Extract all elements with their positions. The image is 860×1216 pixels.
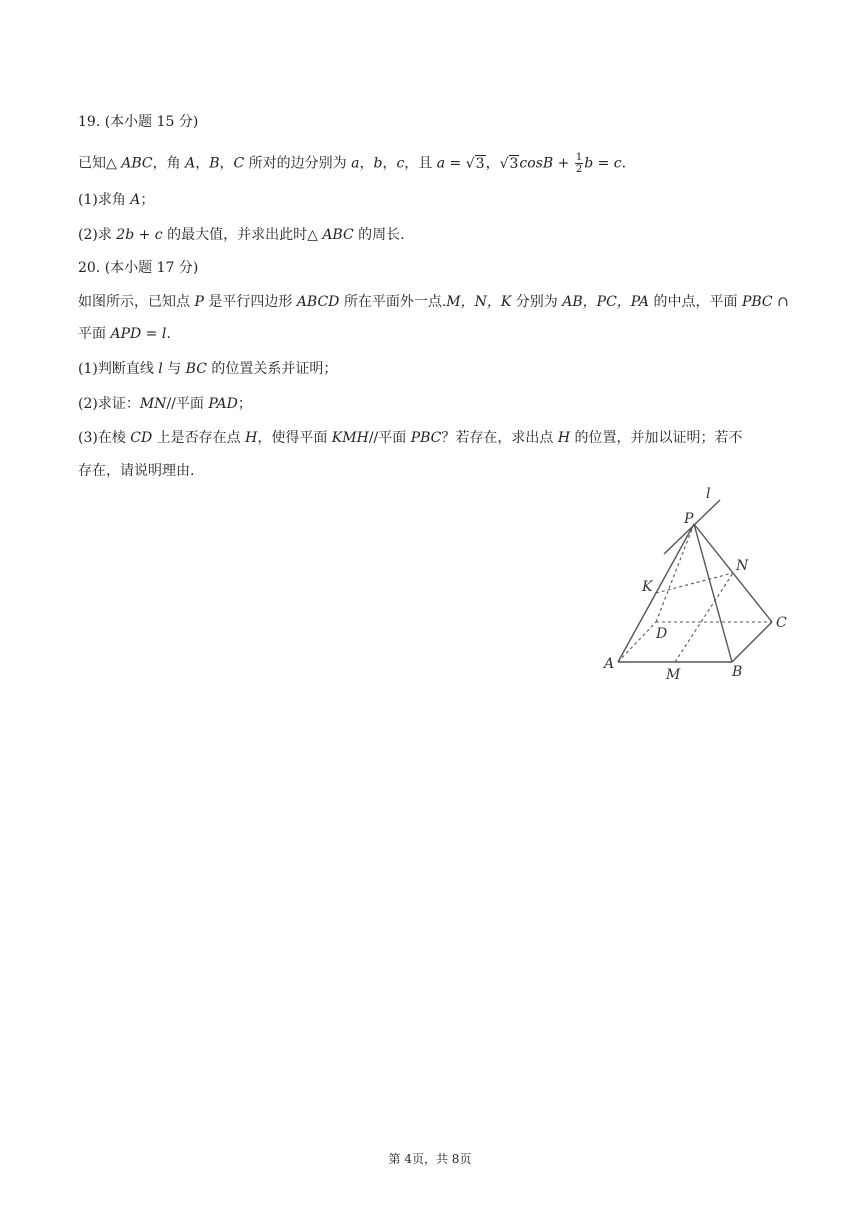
fraction-one-half: $\frac{1}{2}$: [575, 152, 583, 175]
label-l: l: [706, 486, 711, 502]
q19-part2: (2)求 2b + c 的最大值，并求出此时△ ABC 的周长.: [78, 227, 405, 243]
q19-part1: (1)求角 A；: [78, 192, 155, 208]
q20-part2: (2)求证：MN//平面 PAD；: [78, 396, 252, 412]
sqrt-3: √3: [465, 155, 485, 172]
label-P: P: [684, 511, 694, 527]
q20-part1: (1)判断直线 l 与 BC 的位置关系并证明；: [78, 361, 338, 377]
label-M: M: [666, 667, 681, 683]
q20-stem-line1: 如图所示，已知点 P 是平行四边形 ABCD 所在平面外一点.M，N，K 分别为 AB，PC，PA 的中点，平面 PBC ∩: [78, 294, 789, 310]
edge-BC: [732, 622, 772, 662]
pyramid-figure: [596, 478, 806, 688]
segment-MN: [675, 573, 733, 662]
edge-PD: [656, 524, 694, 622]
q20-part3-line2: 存在，请说明理由.: [78, 463, 195, 479]
sqrt-3-b: √3: [499, 155, 519, 172]
edge-PB: [694, 524, 732, 662]
label-K: K: [642, 579, 653, 595]
q20-stem-line2: 平面 APD = l.: [78, 326, 171, 342]
q20-header: 20. (本小题 17 分): [78, 260, 199, 276]
label-B: B: [732, 664, 743, 680]
q19-header: 19. (本小题 15 分): [78, 114, 199, 130]
label-N: N: [736, 558, 749, 574]
label-D: D: [656, 626, 668, 642]
q19-stem: 已知△ ABC，角 A，B，C 所对的边分别为 a，b，c，且 a = √3，√3cosB + $\frac{1}{2}$ b = c.: [78, 152, 627, 175]
label-C: C: [776, 615, 787, 631]
label-A: A: [604, 656, 615, 672]
page-footer: 第 4页，共 8页: [388, 1152, 472, 1166]
q20-part3-line1: (3)在棱 CD 上是否存在点 H，使得平面 KMH//平面 PBC？若存在，求出点 H 的位置，并加以证明；若不: [78, 430, 743, 446]
